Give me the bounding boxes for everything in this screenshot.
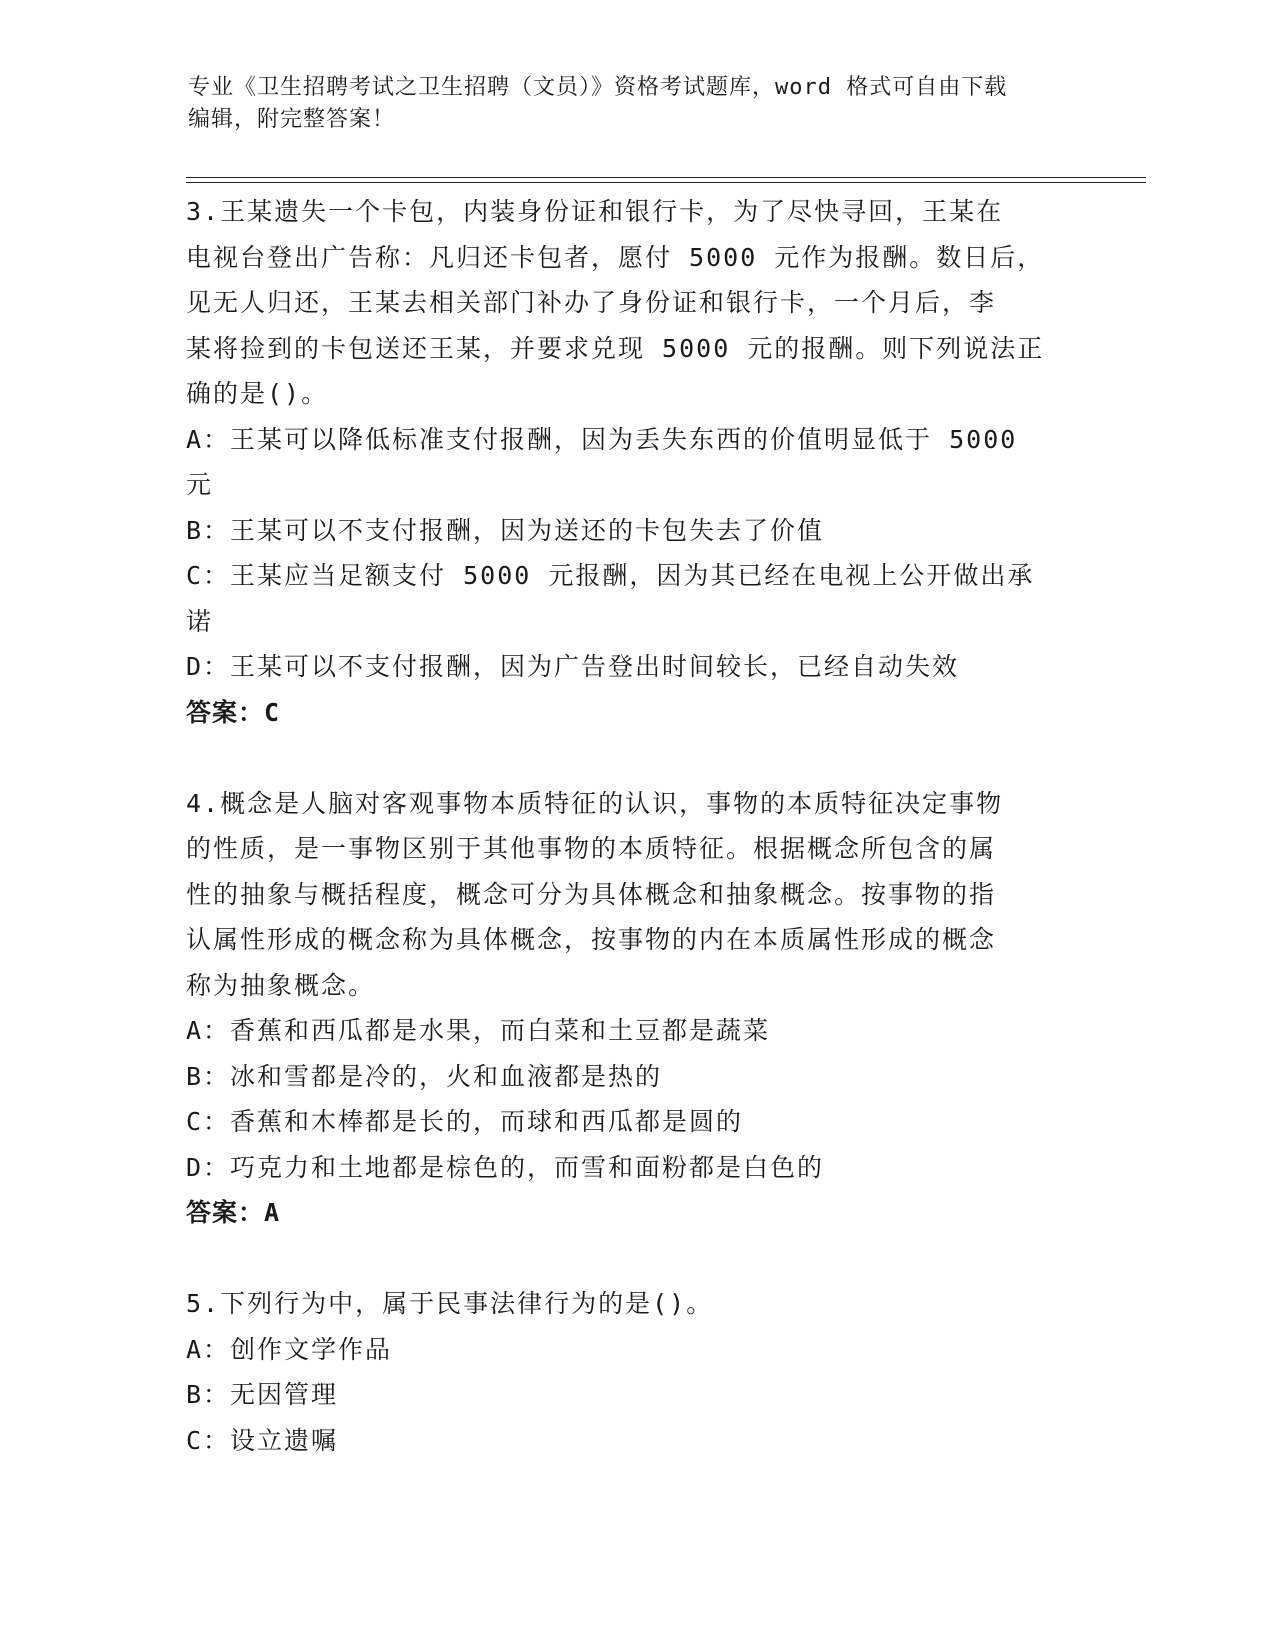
header-line-2: 编辑，附完整答案！ — [188, 107, 396, 132]
question-stem-line: 确的是()。 — [186, 379, 329, 408]
question-3 — [186, 189, 1086, 735]
question-stem-line: 的性质，是一事物区别于其他事物的本质特征。根据概念所包含的属 — [186, 834, 997, 863]
answer-label: 答案：A — [186, 1198, 281, 1227]
option-b: B：冰和雪都是冷的，火和血液都是热的 — [186, 1061, 663, 1091]
option-a-continued: 元 — [186, 470, 214, 499]
question-stem-line: 某将捡到的卡包送还王某，并要求兑现 5000 元的报酬。则下列说法正 — [186, 333, 1045, 363]
question-stem-line: 3.王某遗失一个卡包，内装身份证和银行卡，为了尽快寻回，王某在 — [186, 197, 1004, 226]
question-5 — [186, 1281, 1086, 1463]
question-stem-line: 5.下列行为中，属于民事法律行为的是()。 — [186, 1289, 714, 1318]
option-d: D：王某可以不支付报酬，因为广告登出时间较长，已经自动失效 — [186, 652, 960, 681]
option-b: B：无因管理 — [186, 1380, 339, 1409]
question-stem-line: 见无人归还，王某去相关部门补办了身份证和银行卡，一个月后，李 — [186, 288, 997, 317]
option-a: A：创作文学作品 — [186, 1334, 393, 1364]
question-stem-line: 性的抽象与概括程度，概念可分为具体概念和抽象概念。按事物的指 — [186, 879, 997, 909]
question-list — [186, 189, 1086, 1463]
question-stem-line: 4.概念是人脑对客观事物本质特征的认识，事物的本质特征决定事物 — [186, 788, 1004, 818]
document-header — [188, 72, 1088, 136]
option-b: B：王某可以不支付报酬，因为送还的卡包失去了价值 — [186, 515, 825, 545]
question-4 — [186, 781, 1086, 1236]
option-c-continued: 诺 — [186, 606, 214, 636]
header-line-1: 专业《卫生招聘考试之卫生招聘（文员）》资格考试题库，word 格式可自由下载 — [188, 75, 1008, 100]
question-stem-line: 电视台登出广告称：凡归还卡包者，愿付 5000 元作为报酬。数日后， — [186, 242, 1045, 272]
question-stem-line: 称为抽象概念。 — [186, 970, 376, 1000]
option-d: D：巧克力和土地都是棕色的，而雪和面粉都是白色的 — [186, 1152, 825, 1182]
option-c: C：王某应当足额支付 5000 元报酬，因为其已经在电视上公开做出承 — [186, 561, 1035, 590]
header-divider-top — [186, 177, 1146, 178]
option-c: C：设立遗嘱 — [186, 1425, 339, 1455]
option-c: C：香蕉和木棒都是长的，而球和西瓜都是圆的 — [186, 1107, 744, 1136]
question-stem-line: 认属性形成的概念称为具体概念，按事物的内在本质属性形成的概念 — [186, 925, 997, 954]
answer-label: 答案：C — [186, 697, 281, 727]
header-divider-bottom — [186, 182, 1146, 183]
option-a: A：香蕉和西瓜都是水果，而白菜和土豆都是蔬菜 — [186, 1016, 771, 1045]
option-a: A：王某可以降低标准支付报酬，因为丢失东西的价值明显低于 5000 — [186, 424, 1018, 454]
